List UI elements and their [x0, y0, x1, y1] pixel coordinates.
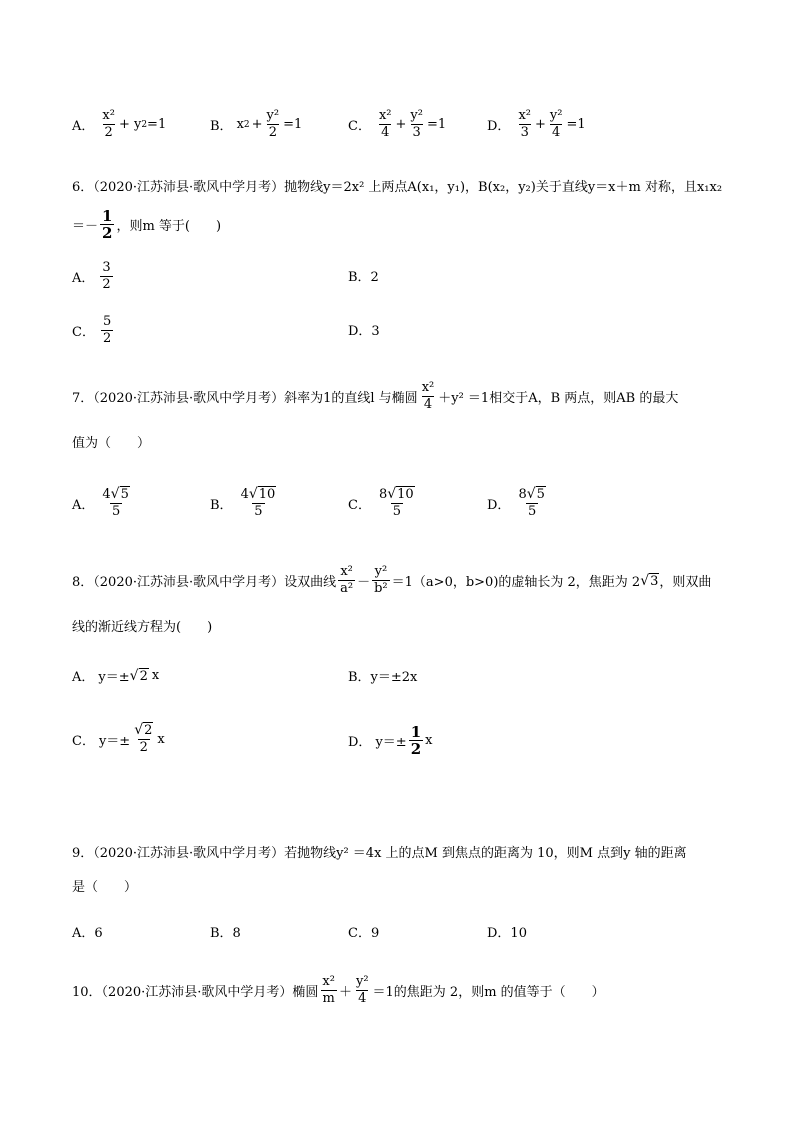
q9-option-a: A．6 — [72, 926, 103, 941]
q6-option-c: C． $\frac{5}{2}$ — [72, 314, 112, 346]
fraction: 4 √ 10 5 — [240, 486, 276, 519]
fraction: $\frac{\text{y²}}{4}$ — [549, 108, 563, 140]
q5-option-c: C． $\frac{\text{x²}}{4}$ + $\frac{\text{y²}}{3}$ =1 — [348, 108, 447, 140]
fraction: 4 √ 5 5 — [102, 486, 129, 519]
fraction: √ 2 2 — [134, 722, 153, 755]
fraction: $\frac{\text{y²}}{4}$ — [355, 974, 369, 1006]
fraction: 8 √ 10 5 — [378, 486, 414, 519]
q8-option-c: C． y＝± √ 2 2 x — [72, 722, 165, 755]
q7-stem-line1: 7．（2020·江苏沛县·歌风中学月考）斜率为1的直线l 与椭圆 $\frac{\text{x²}}{4}$ ＋y² ＝1相交于A，B 两点，则AB 的最大 — [72, 380, 679, 412]
q6-option-d: D．3 — [348, 324, 380, 339]
fraction: $\frac{\text{x²}}{4}$ — [378, 108, 392, 140]
sqrt-symbol: √ 10 — [248, 486, 276, 502]
fraction: 8 √ 5 5 — [518, 486, 545, 519]
sqrt-symbol: √ 2 — [134, 722, 153, 738]
fraction: $\frac{3}{2}$ — [102, 260, 111, 292]
q5-option-b: B． x 2 + $\frac{\text{y²}}{2}$ =1 — [210, 108, 303, 140]
q6-option-b: B．2 — [348, 270, 379, 285]
q9-option-b: B．8 — [210, 926, 241, 941]
fraction: $\frac{\text{x²}}{4}$ — [421, 380, 435, 412]
fraction: $\frac{\text{y²}}{2}$ — [266, 108, 280, 140]
q9-option-d: D．10 — [487, 926, 527, 941]
q7-option-c: C． 8 √ 10 5 — [348, 486, 419, 520]
fraction: $\frac{\text{y²}}{3}$ — [410, 108, 423, 140]
q8-option-d: D． y＝± $\frac{1}{2}$ x — [348, 723, 433, 758]
q8-option-a: A． y＝± √ 2 x — [72, 667, 160, 685]
sqrt-symbol: √ 10 — [387, 486, 414, 502]
sqrt-symbol: √ 2 — [129, 667, 148, 684]
fraction: $\frac{\text{x²}}{3}$ — [518, 108, 531, 140]
fraction: $\frac{1}{2}$ — [102, 207, 113, 242]
q7-option-d: D． 8 √ 5 5 — [487, 486, 550, 520]
fraction: $\frac{5}{2}$ — [102, 314, 112, 346]
q5-option-a: A． $\frac{\text{x²}}{2}$ + y 2 =1 — [72, 108, 167, 140]
q6-stem-line2: ＝－ $\frac{1}{2}$ ，则m 等于( ) — [72, 207, 222, 242]
q7-stem-line2: 值为（ ） — [72, 436, 151, 451]
fraction: $\frac{\text{x²}}{2}$ — [102, 108, 115, 140]
fraction: $\frac{\text{x²}}{\text{a²}}$ — [340, 564, 354, 596]
sqrt-symbol: √ 5 — [110, 486, 129, 502]
q9-stem-line2: 是（ ） — [72, 880, 138, 895]
q10-stem: 10．（2020·江苏沛县·歌风中学月考）椭圆 $\frac{\text{x²}}{m}$ ＋ $\frac{\text{y²}}{4}$ ＝1的焦距为 2，则m 的值等于（ ） — [72, 974, 605, 1006]
sqrt-symbol: √ 3 — [640, 572, 659, 589]
q5-option-d: D． $\frac{\text{x²}}{3}$ + $\frac{\text{y²}}{4}$ =1 — [487, 108, 586, 140]
q6-option-a: A． $\frac{3}{2}$ — [72, 260, 111, 292]
q8-stem-line2: 线的渐近线方程为( ) — [72, 620, 213, 635]
fraction: $\frac{\text{y²}}{\text{b²}}$ — [374, 564, 388, 596]
q6-stem-line1: 6．（2020·江苏沛县·歌风中学月考）抛物线y＝2x² 上两点A(x₁，y₁)，B(x₂，y₂)关于直线y＝x＋m 对称，且x₁x₂ — [72, 180, 723, 195]
fraction: $\frac{1}{2}$ — [410, 723, 422, 758]
q8-stem-line1: 8．（2020·江苏沛县·歌风中学月考）设双曲线 $\frac{\text{x²}}{\text{a²}}$ － $\frac{\text{y²}}{\text{b²}}$ ＝1（a>0，b>0)的虚轴长为 2，焦距为 2 √ 3 ，则双曲 — [72, 564, 712, 596]
q9-stem-line1: 9．（2020·江苏沛县·歌风中学月考）若抛物线y² ＝4x 上的点M 到焦点的距离为 10，则M 点到y 轴的距离 — [72, 846, 687, 861]
q7-option-a: A． 4 √ 5 5 — [72, 486, 134, 520]
q8-option-b: B．y＝±2x — [348, 670, 418, 685]
q7-option-b: B． 4 √ 10 5 — [210, 486, 280, 520]
fraction: $\frac{\text{x²}}{m}$ — [322, 974, 335, 1006]
sqrt-symbol: √ 5 — [526, 486, 545, 502]
q9-option-c: C．9 — [348, 926, 380, 941]
